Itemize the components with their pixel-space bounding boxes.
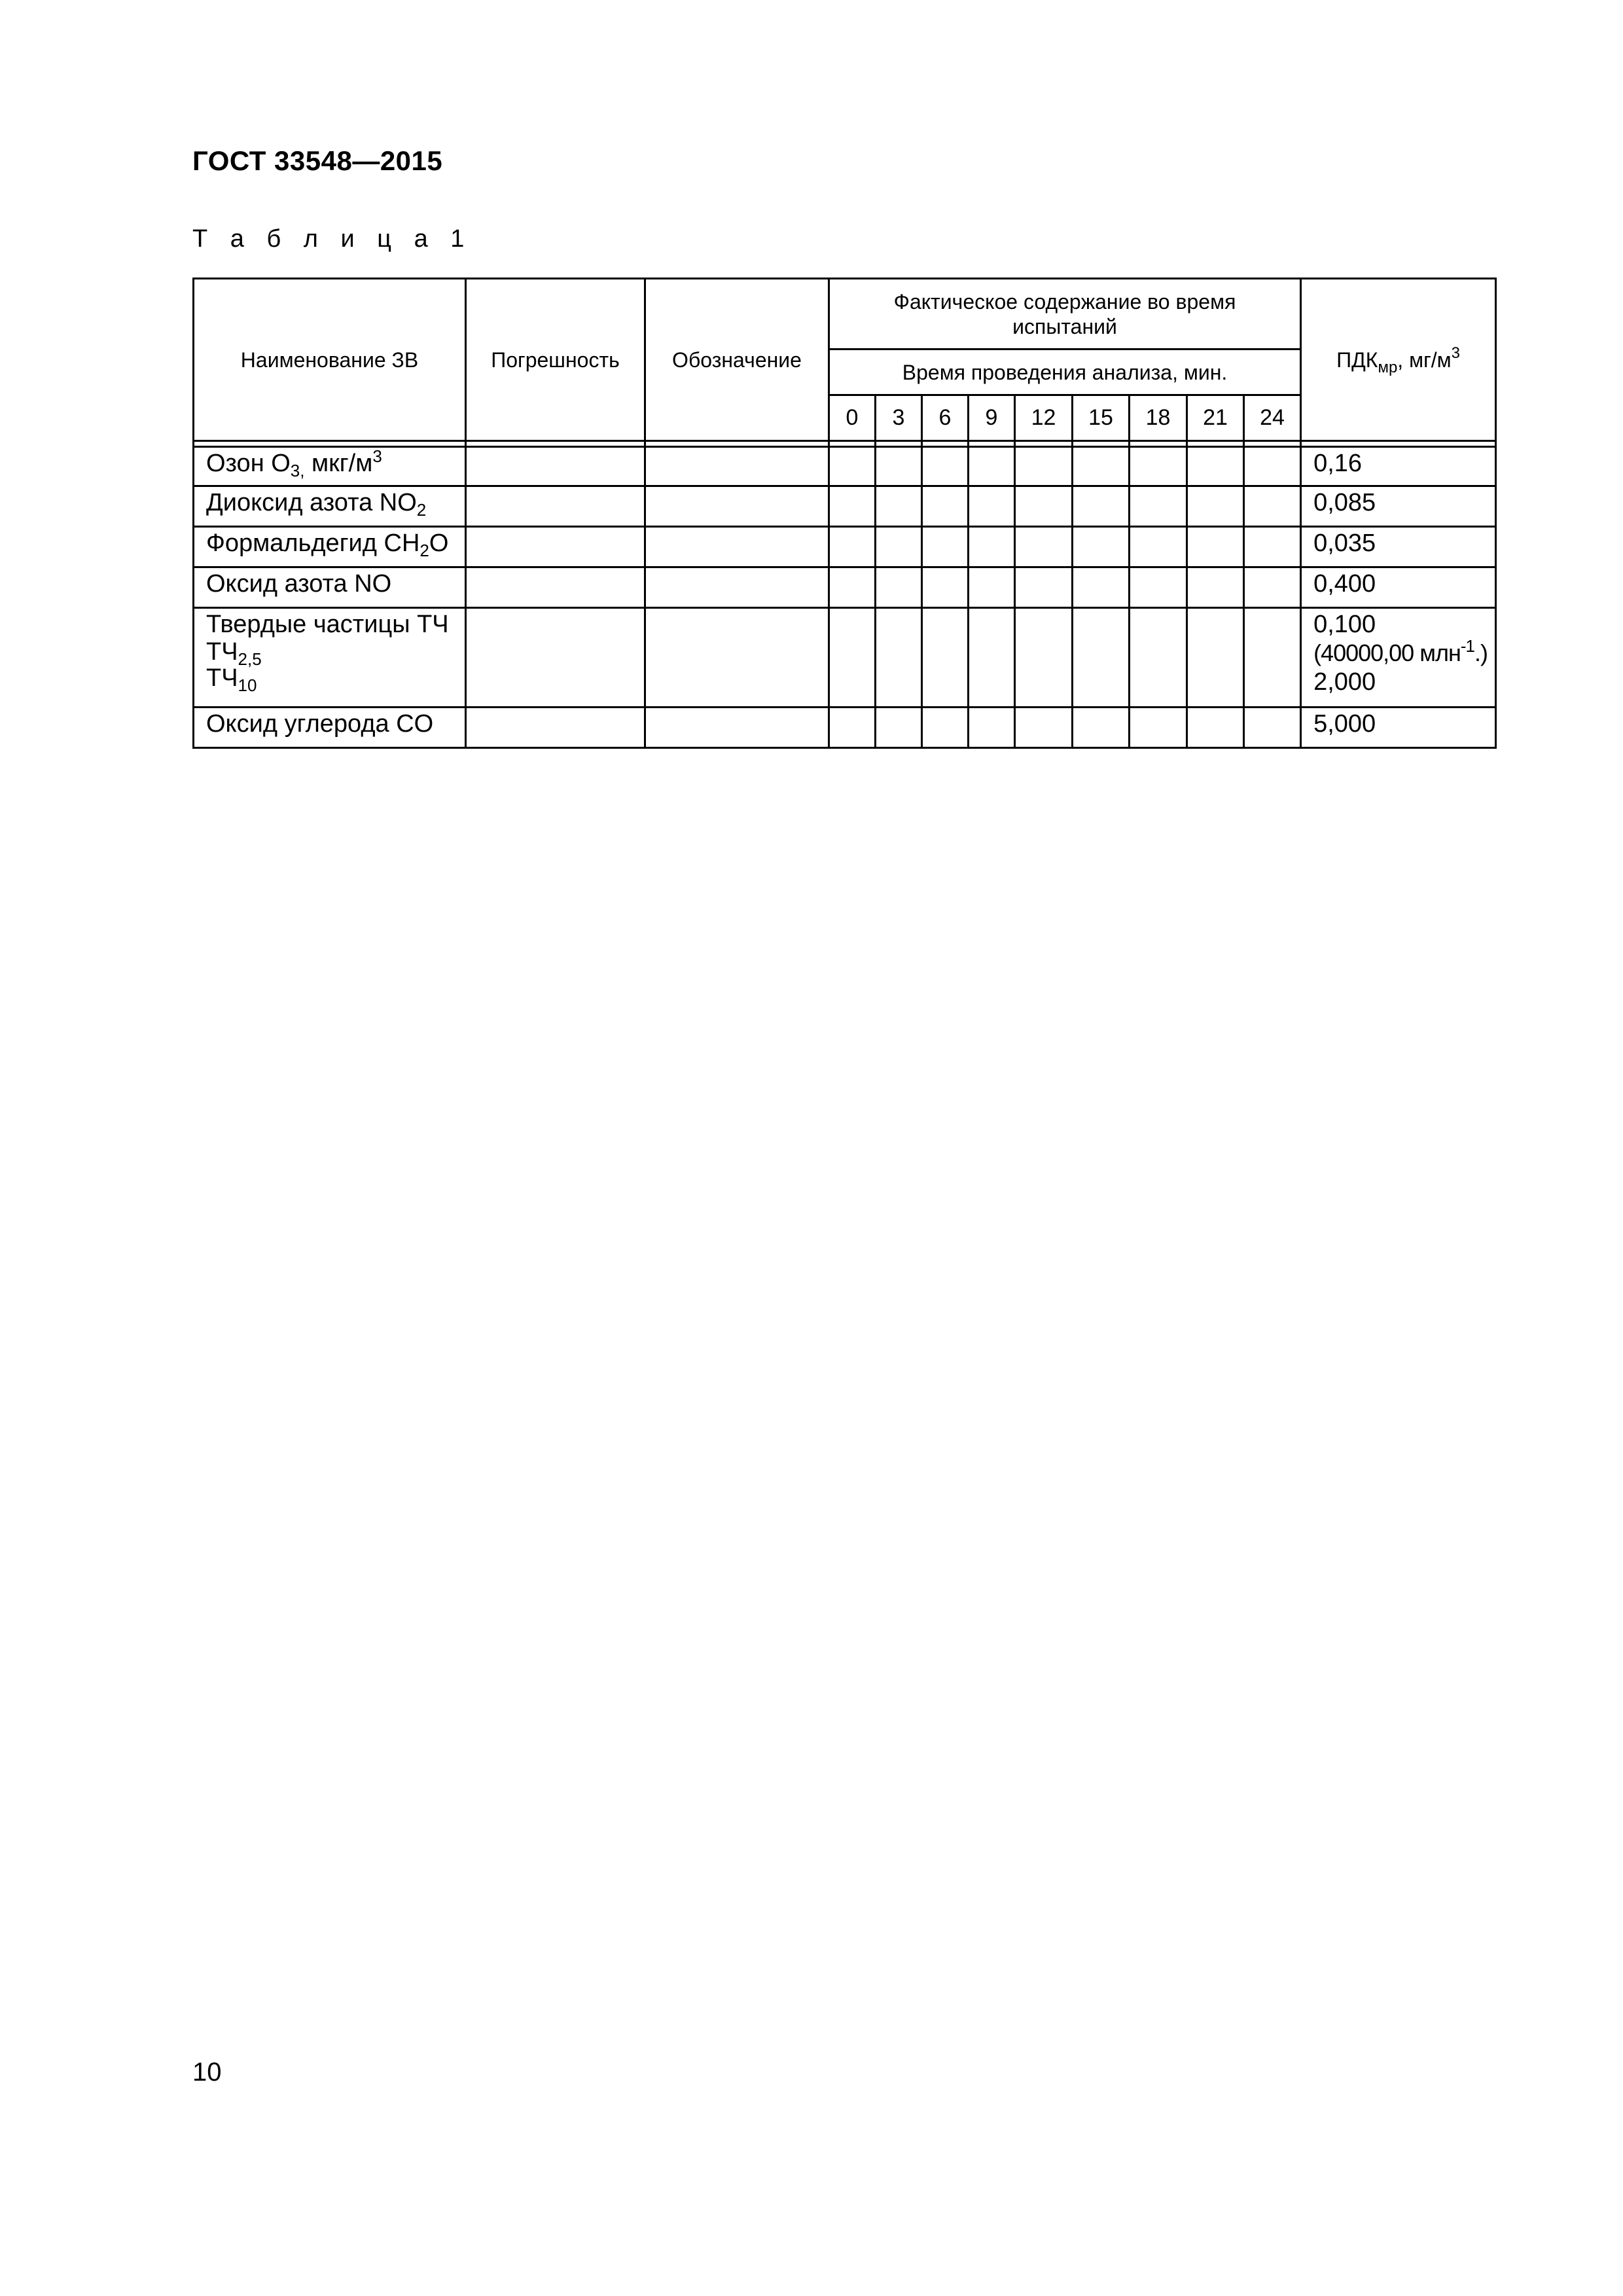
- table-row: [194, 608, 1496, 708]
- name-text: ТЧ: [206, 664, 238, 692]
- time-cell: [1073, 486, 1130, 527]
- time-cell: [1244, 447, 1301, 486]
- time-cell: [1073, 708, 1130, 748]
- time-cell: [1187, 447, 1244, 486]
- table-row: [194, 447, 1496, 486]
- time-cell: [1130, 608, 1187, 708]
- name-subscript: 2: [416, 500, 427, 520]
- designation-cell: [645, 447, 829, 486]
- name-line-3: [206, 664, 465, 695]
- time-cell: [1015, 527, 1073, 567]
- pdk-subscript: мр: [1378, 358, 1398, 376]
- row-name-ozone: [194, 447, 466, 486]
- pdk-text: (40000,00 млн: [1313, 639, 1461, 666]
- time-cell: [1073, 608, 1130, 708]
- time-cell: [1244, 608, 1301, 708]
- header-error: Погрешность: [466, 279, 645, 441]
- time-cell: [1244, 567, 1301, 608]
- header-designation: Обозначение: [645, 279, 829, 441]
- time-cell: [969, 447, 1015, 486]
- time-cell: [1187, 486, 1244, 527]
- error-cell: [466, 527, 645, 567]
- name-subscript: 2,5: [238, 649, 262, 669]
- time-cell: [829, 527, 876, 567]
- time-cell: [1130, 486, 1187, 527]
- time-cell: [876, 447, 922, 486]
- designation-cell: [645, 708, 829, 748]
- table-row: [194, 527, 1496, 567]
- time-col-6: 6: [922, 395, 969, 441]
- time-cell: [876, 527, 922, 567]
- header-actual-content: Фактическое содержание во время испытаний: [829, 279, 1301, 350]
- designation-cell: [645, 527, 829, 567]
- time-col-18: 18: [1130, 395, 1187, 441]
- name-text: Формальдегид CH: [206, 529, 420, 557]
- pdk-value: 0,035: [1301, 527, 1496, 567]
- time-cell: [969, 608, 1015, 708]
- header-analysis-time: Время проведения анализа, мин.: [829, 350, 1301, 395]
- pdk-label: ПДК: [1336, 348, 1378, 372]
- designation-cell: [645, 608, 829, 708]
- time-cell: [1187, 708, 1244, 748]
- name-subscript: 3,: [290, 461, 305, 480]
- document-code: ГОСТ 33548—2015: [192, 145, 443, 176]
- time-cell: [876, 608, 922, 708]
- pdk-value: 5,000: [1301, 708, 1496, 748]
- time-cell: [829, 486, 876, 527]
- time-cell: [1015, 567, 1073, 608]
- pdk-value: 0,16: [1301, 447, 1496, 486]
- time-cell: [922, 486, 969, 527]
- table-caption: Т а б л и ц а 1: [192, 225, 473, 253]
- time-col-3: 3: [876, 395, 922, 441]
- time-cell: [969, 486, 1015, 527]
- time-cell: [922, 527, 969, 567]
- table-row: [194, 708, 1496, 748]
- pdk-line-1: 0,100: [1313, 611, 1376, 638]
- time-cell: [1187, 527, 1244, 567]
- time-cell: [1244, 708, 1301, 748]
- time-col-24: 24: [1244, 395, 1301, 441]
- pdk-line-2: [1313, 636, 1495, 668]
- name-text: Оксид углерода CO: [206, 710, 434, 738]
- pdk-value-particulates: [1301, 608, 1496, 708]
- time-cell: [1015, 447, 1073, 486]
- time-cell: [1244, 486, 1301, 527]
- time-cell: [1015, 708, 1073, 748]
- time-cell: [969, 708, 1015, 748]
- row-name-no: [194, 567, 466, 608]
- time-cell: [829, 567, 876, 608]
- time-cell: [829, 708, 876, 748]
- time-cell: [876, 567, 922, 608]
- row-name-formaldehyde: [194, 527, 466, 567]
- row-name-no2: [194, 486, 466, 527]
- time-col-15: 15: [1073, 395, 1130, 441]
- error-cell: [466, 486, 645, 527]
- header-pdk: [1301, 279, 1496, 441]
- time-col-0: 0: [829, 395, 876, 441]
- name-subscript: 2: [419, 541, 429, 560]
- time-cell: [829, 608, 876, 708]
- time-cell: [1015, 486, 1073, 527]
- header-name: Наименование ЗВ: [194, 279, 466, 441]
- pdk-value: 0,085: [1301, 486, 1496, 527]
- designation-cell: [645, 486, 829, 527]
- pdk-unit: , мг/м: [1397, 348, 1452, 372]
- time-cell: [922, 447, 969, 486]
- time-cell: [969, 527, 1015, 567]
- time-cell: [1130, 567, 1187, 608]
- time-cell: [922, 567, 969, 608]
- error-cell: [466, 608, 645, 708]
- time-cell: [922, 708, 969, 748]
- time-cell: [876, 486, 922, 527]
- table-row: [194, 567, 1496, 608]
- name-superscript: 3: [372, 446, 382, 466]
- error-cell: [466, 708, 645, 748]
- pdk-superscript: -1: [1460, 636, 1474, 656]
- time-cell: [1244, 527, 1301, 567]
- time-cell: [1187, 608, 1244, 708]
- time-cell: [922, 608, 969, 708]
- error-cell: [466, 567, 645, 608]
- error-cell: [466, 447, 645, 486]
- name-unit: мкг/м: [304, 450, 373, 477]
- table-row: [194, 486, 1496, 527]
- time-cell: [1130, 527, 1187, 567]
- name-line-2: [206, 638, 465, 669]
- pdk-value: 0,400: [1301, 567, 1496, 608]
- time-cell: [1130, 708, 1187, 748]
- name-text: ТЧ: [206, 638, 238, 666]
- name-text: Оксид азота NO: [206, 570, 392, 598]
- row-name-particulates: [194, 608, 466, 708]
- time-cell: [876, 708, 922, 748]
- pdk-superscript: 3: [1451, 344, 1460, 362]
- pdk-text-end: .): [1474, 639, 1488, 666]
- pdk-line-3: 2,000: [1313, 668, 1376, 696]
- name-subscript: 10: [238, 675, 257, 695]
- name-text: Диоксид азота NO: [206, 489, 417, 516]
- page-number: 10: [192, 2058, 222, 2087]
- name-text: Озон О: [206, 450, 291, 477]
- row-name-co: [194, 708, 466, 748]
- time-cell: [829, 447, 876, 486]
- time-cell: [1015, 608, 1073, 708]
- header-separator: [194, 441, 1496, 447]
- time-col-9: 9: [969, 395, 1015, 441]
- designation-cell: [645, 567, 829, 608]
- time-cell: [969, 567, 1015, 608]
- time-col-12: 12: [1015, 395, 1073, 441]
- name-line-1: Твердые частицы ТЧ: [206, 611, 449, 638]
- time-cell: [1073, 447, 1130, 486]
- time-cell: [1130, 447, 1187, 486]
- time-cell: [1187, 567, 1244, 608]
- time-cell: [1073, 527, 1130, 567]
- name-text-end: O: [429, 529, 449, 557]
- pollutant-table: [192, 278, 1497, 749]
- time-cell: [1073, 567, 1130, 608]
- time-col-21: 21: [1187, 395, 1244, 441]
